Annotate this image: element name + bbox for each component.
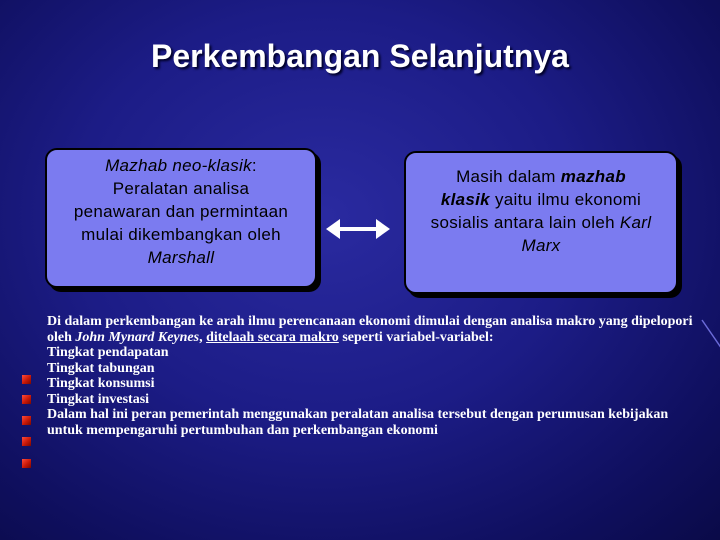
neo-classic-colon: :: [251, 156, 257, 175]
neo-classic-heading: [53, 154, 309, 177]
list-item: Tingkat pendapatan: [47, 345, 169, 360]
list-item: Dalam hal ini peran pemerintah menggunakan peralatan analisa tersebut dengan perumusan kebijakan untuk mempengaruhi pertumbuhan dan perkembangan ekonomi: [47, 407, 669, 438]
slide-title: Perkembangan Selanjutnya: [151, 38, 569, 74]
intro-paragraph: [47, 314, 697, 345]
keynes-name: John Mynard Keynes: [75, 329, 200, 345]
classic-text-1: Masih dalam: [456, 167, 561, 186]
list-item: Tingkat investasi: [47, 391, 150, 407]
classic-italic-1: mazhab: [560, 167, 626, 186]
neo-classic-heading-italic: Mazhab neo-klasik: [105, 156, 252, 175]
karl-name: Karl: [619, 213, 652, 232]
decorative-line-icon: [700, 318, 720, 354]
intro-part-2: seperti variabel-variabel:: [338, 329, 494, 345]
neo-classic-line-3: mulai dikembangkan oleh: [81, 225, 281, 244]
square-bullet-icon: [22, 395, 31, 404]
neo-classic-line-1: Peralatan analisa: [112, 179, 250, 198]
classic-box: [404, 151, 678, 294]
marx-name: Marx: [521, 236, 561, 255]
neo-classic-box: [45, 148, 317, 288]
square-bullet-icon: [22, 459, 31, 468]
list-item: Tingkat tabungan: [47, 360, 155, 376]
square-bullet-icon: [22, 437, 31, 446]
square-bullet-icon: [22, 416, 31, 425]
body-text: [47, 314, 697, 438]
classic-line-3: [414, 211, 668, 234]
classic-text-2: yaitu ilmu ekonomi: [489, 190, 642, 209]
classic-line-2: [414, 188, 668, 211]
classic-text-3: sosialis antara lain oleh: [430, 213, 620, 232]
classic-line-1: [414, 165, 668, 188]
classic-line-4: [414, 234, 668, 257]
intro-comma: ,: [199, 329, 207, 345]
neo-classic-line-2: penawaran dan permintaan: [73, 202, 289, 221]
intro-underlined: ditelaah secara makro: [206, 329, 339, 345]
marshall-name: Marshall: [147, 248, 215, 267]
double-headed-arrow-icon: [326, 214, 390, 244]
list-item: Tingkat konsumsi: [47, 376, 155, 391]
neo-classic-name: [53, 246, 309, 269]
classic-italic-2: klasik: [440, 190, 490, 209]
square-bullet-icon: [22, 375, 31, 384]
intro-part-1: Di dalam perkembangan ke arah ilmu perencanaan ekonomi dimulai dengan analisa makro yang dipelopori oleh: [47, 314, 693, 345]
